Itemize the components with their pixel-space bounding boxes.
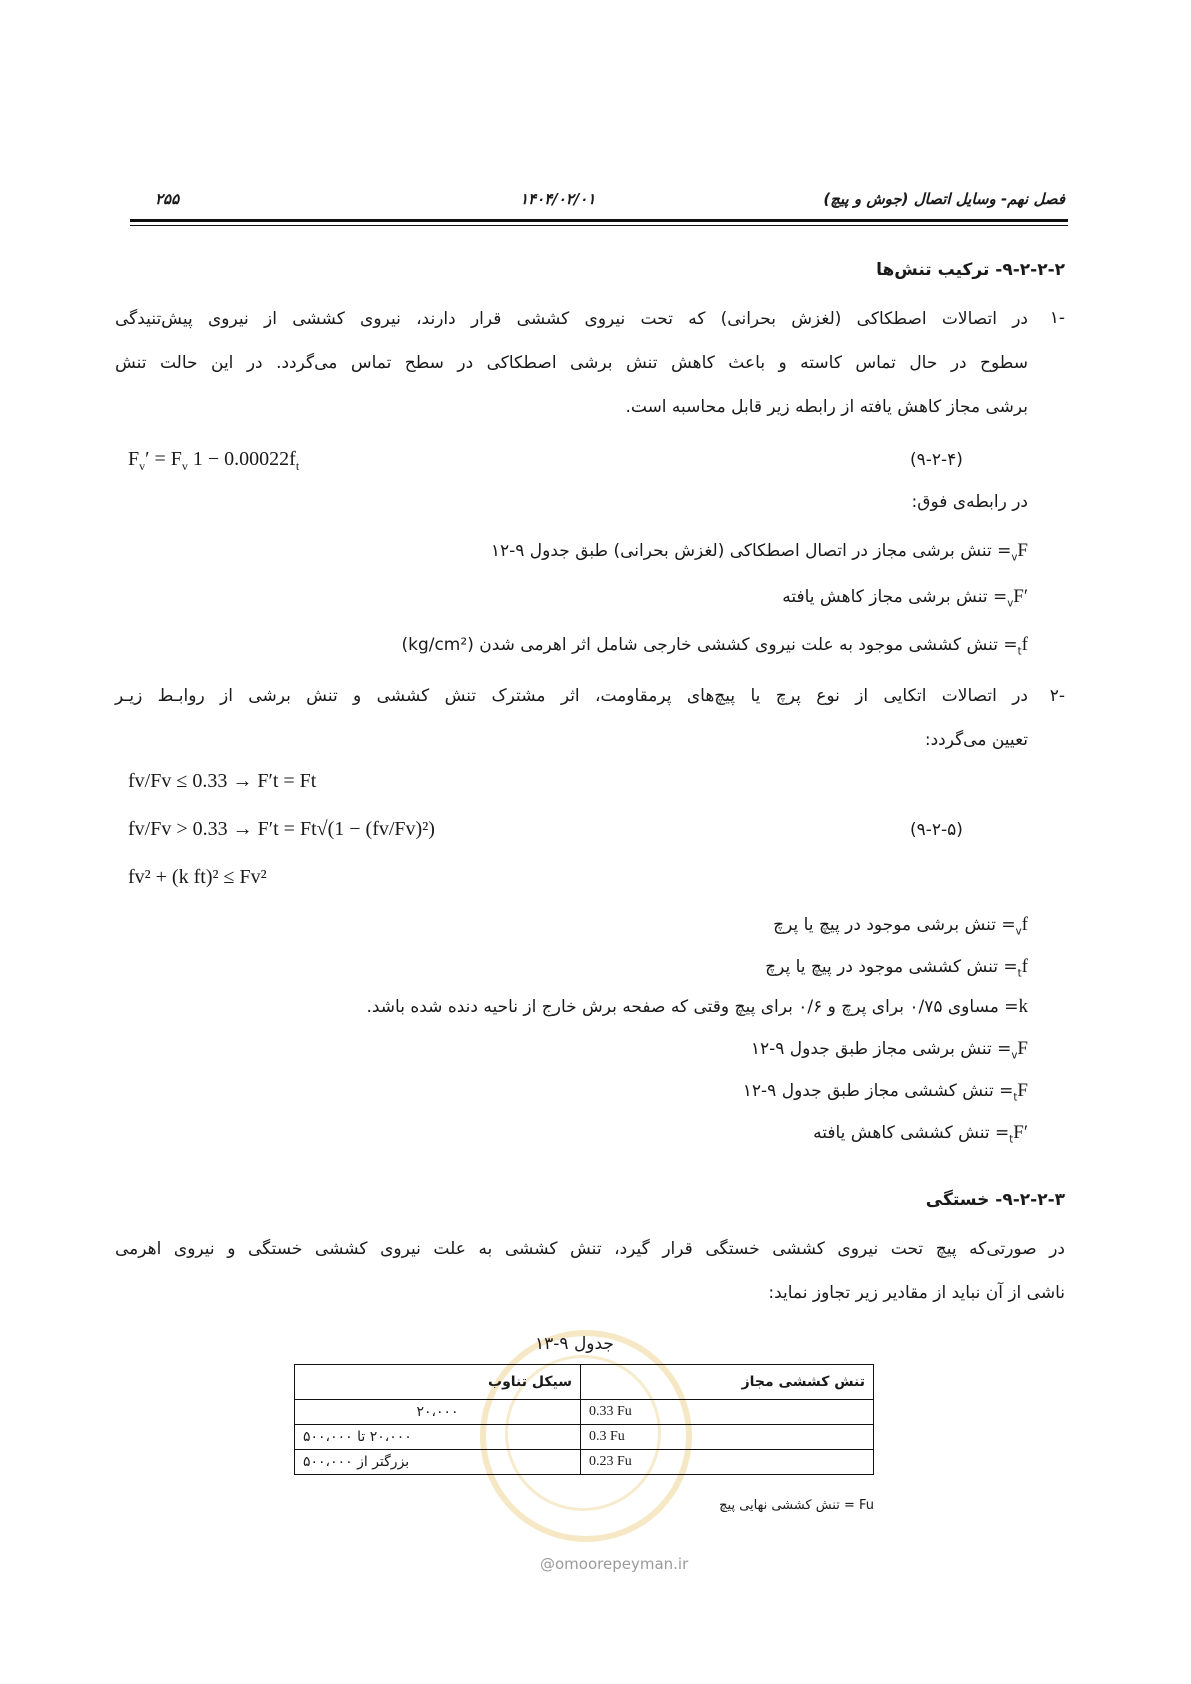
equation-9-2-5-line-2: fv/Fv > 0.33 → F′t = Ft√(1 − (fv/Fv)²) [128,818,435,840]
item1-line-1: در اتصالات اصطکاکی (لغزش بحرانی) که تحت نیروی کششی قرار دارند، نیروی کششی از نیروی پیش‌تنیدگی [115,309,1028,329]
def-Ft: $F_t=$ تنش کششی مجاز طبق جدول ۹-۱۲ [742,1080,1028,1104]
item2-line-2: تعیین می‌گردد: [924,730,1028,750]
header-rule-thin [130,225,1068,226]
def-fv: $f_v=$ تنش برشی موجود در پیچ یا پرچ [773,914,1028,938]
table-cell-stress: 0.33 Fu [581,1400,874,1425]
header-rule-thick [130,219,1068,222]
fatigue-table-wrap [294,1364,874,1475]
section-heading-fatigue: ۹-۲-۲-۳- خستگی [925,1190,1065,1210]
fatigue-table [294,1364,874,1475]
equation-number-9-2-5: (۹-۲-۵) [910,820,963,840]
table-row [295,1425,874,1450]
table-row [295,1450,874,1475]
fatigue-paragraph [115,1227,1065,1315]
table-note: Fu = تنش کششی نهایی پیچ [719,1498,874,1513]
def-Fv: $F_v=$ تنش برشی مجاز در اتصال اصطکاکی (لغزش بحرانی) طبق جدول ۹-۱۲ [490,540,1028,564]
table-header-cycles: سیکل تناوب [295,1365,581,1400]
chapter-title: فصل نهم- وسایل اتصال (جوش و پیچ) [823,190,1065,208]
item1-line-2: سطوح در حال تماس کاسته و باعث کاهش تنش برشی اصطکاکی در سطح تماس می‌گردد. در این حالت تنش [115,353,1028,373]
table-cell-cycles: ۲۰،۰۰۰ تا ۵۰۰،۰۰۰ [295,1425,581,1450]
table-header-row [295,1365,874,1400]
item2-marker: ۲- [1049,686,1065,706]
item1-paragraph [115,297,1028,429]
table-cell-stress: 0.3 Fu [581,1425,874,1450]
def-ft: $f_t=$ تنش کششی موجود به علت نیروی کششی خارجی شامل اثر اهرمی شدن (kg/cm²) [401,634,1028,658]
watermark-site: @omoorepeyman.ir [540,1555,689,1573]
table-header-allowable: تنش کششی مجاز [581,1365,874,1400]
item1-line-3: برشی مجاز کاهش یافته از رابطه زیر قابل محاسبه است. [625,397,1028,417]
def-Fv-prime: $F'_v=$ تنش برشی مجاز کاهش یافته [782,586,1028,610]
def-k: k= مساوی ۰/۷۵ برای پرچ و ۰/۶ برای پیچ وقتی که صفحه برش خارج از ناحیه دنده شده باشد. [366,996,1028,1017]
table-cell-cycles: بزرگتر از ۵۰۰،۰۰۰ [295,1450,581,1475]
def-Fv-2: $F_v=$ تنش برشی مجاز طبق جدول ۹-۱۲ [750,1038,1028,1062]
table-cell-cycles: ۲۰،۰۰۰ [295,1400,581,1425]
equation-9-2-5-line-3: fv² + (k ft)² ≤ Fv² [128,866,267,888]
item2-paragraph [115,674,1028,762]
equation-9-2-4: $F_v' = F_v$ $1 - 0.00022f_t$ [128,448,300,473]
fatigue-line-1: در صورتی‌که پیچ تحت نیروی کششی خستگی قرار گیرد، تنش کششی به علت نیروی کششی خستگی و نیروی اهرمی [115,1239,1065,1259]
section-heading-combined-stresses: ۹-۲-۲-۲- ترکیب تنش‌ها [876,260,1065,280]
item1-marker: ۱- [1049,308,1065,328]
def-ft-2: $f_t=$ تنش کششی موجود در پیچ یا پرچ [765,956,1028,980]
def-Ft-prime: $F'_t=$ تنش کششی کاهش یافته [813,1122,1028,1146]
equation-9-2-5-line-1: fv/Fv ≤ 0.33 → F′t = Ft [128,770,317,792]
page-number: ۲۵۵ [155,190,180,208]
table-row [295,1400,874,1425]
table-caption: جدول ۹-۱۳ [535,1334,614,1354]
table-cell-stress: 0.23 Fu [581,1450,874,1475]
fatigue-line-2: ناشی از آن نباید از مقادیر زیر تجاوز نماید: [768,1283,1065,1303]
item2-line-1: در اتصالات اتکایی از نوع پرچ یا پیچ‌های پرمقاومت، اثر مشترک تنش کششی و تنش برشی از روابـط زیـر [115,686,1028,706]
header-date: ۱۴۰۴/۰۲/۰۱ [520,190,596,208]
where-label: در رابطه‌ی فوق: [911,492,1028,512]
equation-number-9-2-4: (۹-۲-۴) [910,450,963,470]
